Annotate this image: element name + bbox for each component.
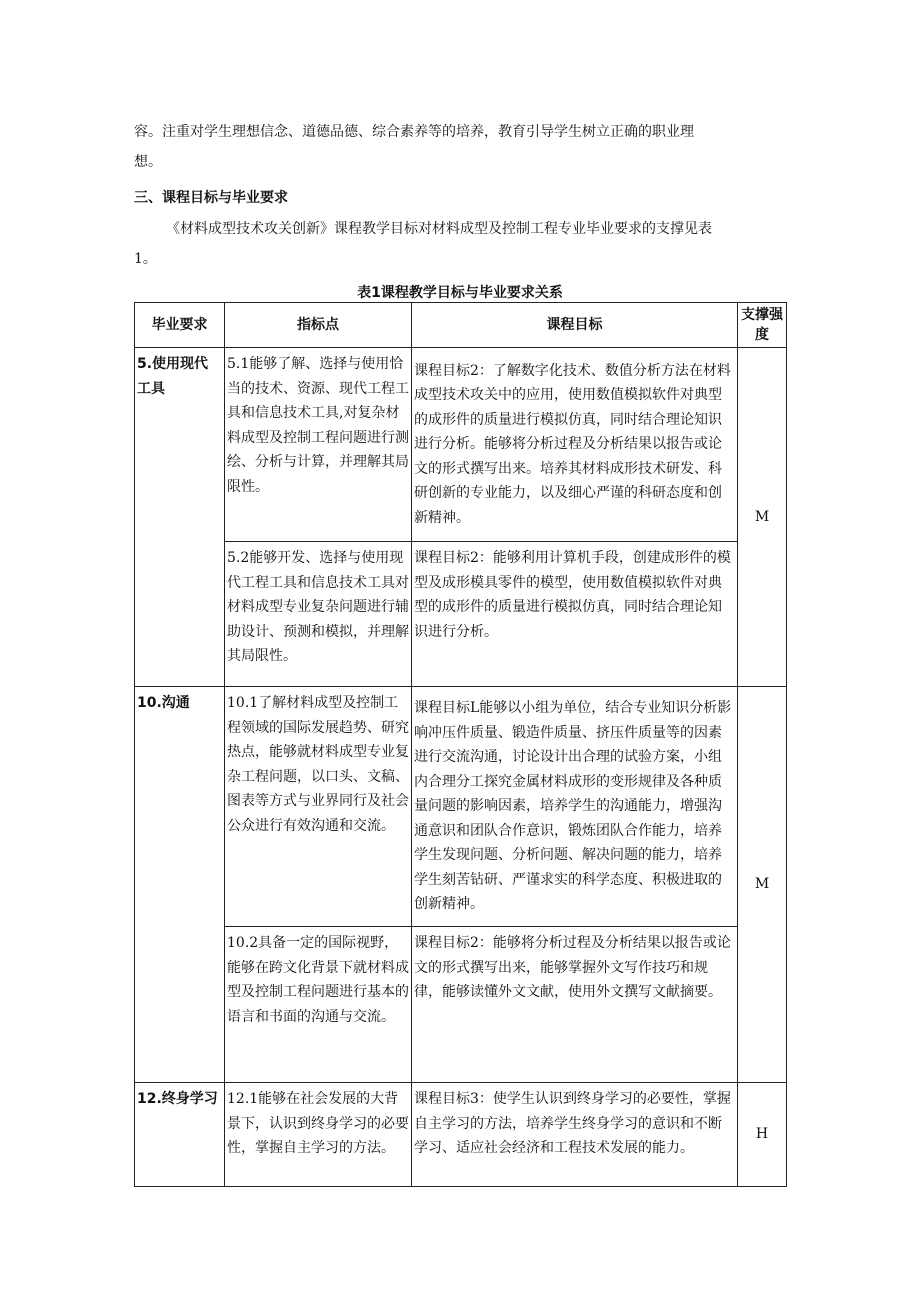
section-heading: 三、课程目标与毕业要求 [134, 190, 288, 206]
indicator-cell: 5.1能够了解、选择与使用恰当的技术、资源、现代工程工具和信息技术工具,对复杂材料成型及控制工程问题进行测绘、分析与计算，并理解其局限性。 [225, 348, 412, 542]
table-header-row [135, 303, 787, 348]
goal-cell: 课程目标2：了解数字化技术、数值分析方法在材料成型技术攻关中的应用，使用数值模拟软件对典型的成形件的质量进行模拟仿真，同时结合理论知识进行分析。能够将分析过程及分析结果以报告或论文的形式撰写出来。培养其材料成形技术研发、科研创新的专业能力，以及细心严谨的科研态度和创新精神。 [412, 348, 738, 542]
strength-cell: H [738, 1083, 787, 1187]
goal-cell: 课程目标3：使学生认识到终身学习的必要性，掌握自主学习的方法，培养学生终身学习的意识和不断学习、适应社会经济和工程技术发展的能力。 [412, 1083, 738, 1187]
strength-cell: M [738, 687, 787, 1083]
strength-cell: M [738, 348, 787, 687]
requirements-table [134, 302, 787, 1187]
table-caption: 表1课程教学目标与毕业要求关系 [357, 285, 563, 301]
requirement-cell: 5.使用现代工具 [135, 348, 225, 687]
goal-cell: 课程目标L能够以小组为单位，结合专业知识分析影响冲压件质量、锻造件质量、挤压件质量等的因素进行交流沟通，讨论设计出合理的试验方案，小组内合理分工探究金属材料成形的变形规律及各种质量问题的影响因素，培养学生的沟通能力，增强沟通意识和团队合作意识，锻炼团队合作能力，培养学生发现问题、分析问题、解决问题的能力，培养学生刻苦钻研、严谨求实的科学态度、积极进取的创新精神。 [412, 687, 738, 927]
support-paragraph [134, 214, 794, 274]
table-row [135, 927, 787, 1083]
intro-line: 想。 [134, 154, 162, 170]
header-goal: 课程目标 [412, 303, 738, 348]
table-row [135, 687, 787, 927]
table-row [135, 542, 787, 687]
header-strength: 支撑强度 [738, 303, 787, 348]
requirement-cell: 10.沟通 [135, 687, 225, 1083]
intro-paragraph [134, 117, 794, 177]
indicator-cell: 5.2能够开发、选择与使用现代工程工具和信息技术工具对材料成型专业复杂问题进行辅助设计、预测和模拟，并理解其局限性。 [225, 542, 412, 687]
intro-line: 容。注重对学生理想信念、道德品德、综合素养等的培养，教育引导学生树立正确的职业理 [134, 124, 694, 140]
table-row [135, 348, 787, 542]
goal-cell: 课程目标2：能够将分析过程及分析结果以报告或论文的形式撰写出来，能够掌握外文写作技巧和规律，能够读懂外文文献，使用外文撰写文献摘要。 [412, 927, 738, 1083]
goal-cell: 课程目标2：能够利用计算机手段，创建成形件的模型及成形模具零件的模型，使用数值模拟软件对典型的成形件的质量进行模拟仿真，同时结合理论知识进行分析。 [412, 542, 738, 687]
header-indicator: 指标点 [225, 303, 412, 348]
indicator-cell: 12.1能够在社会发展的大背景下，认识到终身学习的必要性，掌握自主学习的方法。 [225, 1083, 412, 1187]
support-line: 1。 [134, 251, 157, 267]
support-line: 《材料成型技术攻关创新》课程教学目标对材料成型及控制工程专业毕业要求的支撑见表 [166, 221, 712, 237]
table-row [135, 1083, 787, 1187]
requirement-cell: 12.终身学习 [135, 1083, 225, 1187]
header-requirement: 毕业要求 [135, 303, 225, 348]
indicator-cell: 10.2具备一定的国际视野，能够在跨文化背景下就材料成型及控制工程问题进行基本的语言和书面的沟通与交流。 [225, 927, 412, 1083]
indicator-cell: 10.1了解材料成型及控制工程领域的国际发展趋势、研究热点，能够就材料成型专业复杂工程问题，以口头、文稿、图表等方式与业界同行及社会公众进行有效沟通和交流。 [225, 687, 412, 927]
